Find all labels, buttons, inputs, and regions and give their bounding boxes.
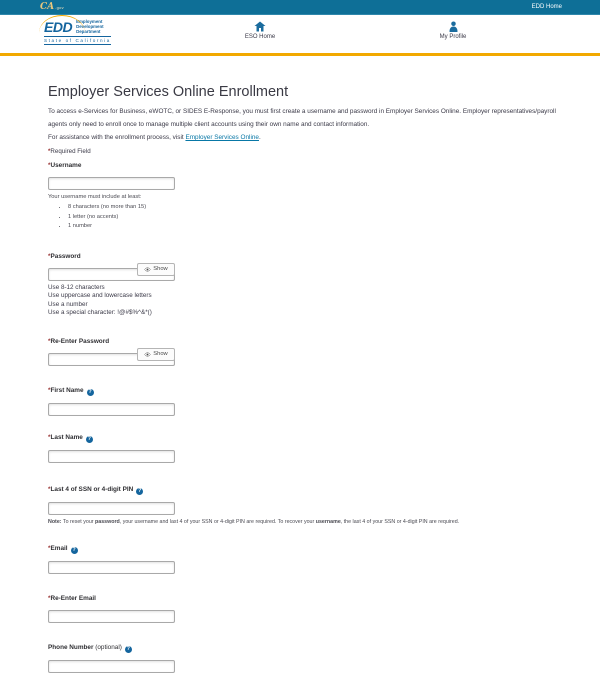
password-field-group xyxy=(48,253,175,281)
page-title: Employer Services Online Enrollment xyxy=(48,84,289,100)
person-icon xyxy=(448,21,459,32)
nav-my-profile[interactable] xyxy=(423,21,483,40)
home-icon xyxy=(254,21,266,32)
reenter-email-input[interactable] xyxy=(48,610,175,623)
first-name-help-icon[interactable]: ? xyxy=(88,388,92,395)
reenter-password-label: *Re-Enter Password xyxy=(48,337,110,345)
employer-services-online-link[interactable]: Employer Services Online xyxy=(185,134,259,141)
password-label: *Password xyxy=(48,252,81,260)
username-field-group xyxy=(48,162,175,190)
edd-dept-line: Employment xyxy=(76,19,103,24)
email-input[interactable] xyxy=(48,561,175,574)
last-name-input[interactable] xyxy=(48,450,175,463)
required-field-note: *Required Field xyxy=(48,148,91,155)
gold-divider xyxy=(0,53,600,56)
edd-logo-state-text: State of California xyxy=(44,38,111,43)
email-field-group xyxy=(48,545,175,574)
username-label: *Username xyxy=(48,162,82,169)
edd-logo-department-text xyxy=(76,19,104,34)
edd-logo[interactable] xyxy=(44,19,111,45)
intro-paragraph: To access e-Services for Business, eWOTC, or SIDES E-Response, you must first create a username and password in Employer Services Online. Employer representatives/payroll agents only need to enroll once to manage multiple client accounts using their own name and contact information. xyxy=(48,108,556,128)
username-rule: • 8 characters (no more than 15) xyxy=(68,203,560,212)
phone-help-icon[interactable]: ? xyxy=(126,645,130,652)
ssn-pin-field-group xyxy=(48,486,175,515)
ssn-pin-note: Note: To reset your password, your username and last 4 of your SSN or 4-digit PIN are required. To recover your username, the last 4 of your SSN or 4-digit PIN are required. xyxy=(48,518,460,525)
phone-label: Phone Number (optional) ? xyxy=(48,643,130,652)
ca-gov-logo[interactable] xyxy=(40,3,64,12)
last-name-label: *Last Name ? xyxy=(48,433,91,442)
email-label: *Email ? xyxy=(48,544,76,553)
password-rule: Use uppercase and lowercase letters xyxy=(48,292,152,299)
password-rule: Use 8-12 characters xyxy=(48,283,105,291)
assistance-line xyxy=(48,134,560,142)
last-name-field-group xyxy=(48,434,175,463)
first-name-field-group xyxy=(48,387,175,416)
username-input[interactable] xyxy=(48,177,175,190)
first-name-label: *First Name ? xyxy=(48,386,92,395)
reenter-email-label: *Re-Enter Email xyxy=(48,594,96,602)
reenter-email-field-group xyxy=(48,595,175,623)
phone-input[interactable] xyxy=(48,660,175,673)
edd-home-link[interactable]: EDD Home xyxy=(531,4,562,10)
edd-logo-letters: EDD xyxy=(44,18,73,35)
username-rules-intro: Your username must include at least: xyxy=(48,194,142,200)
password-rule: Use a special character: !@#$%^&*() xyxy=(48,309,152,316)
assistance-suffix: . xyxy=(258,134,261,141)
username-rule: • 1 number xyxy=(68,222,560,231)
ca-gov-logo-script: CA xyxy=(40,1,55,12)
nav-eso-home-label: ESO Home xyxy=(244,34,276,40)
password-rules xyxy=(48,284,560,318)
show-reenter-password-button[interactable]: Show xyxy=(137,348,175,361)
site-header xyxy=(0,15,600,53)
first-name-input[interactable] xyxy=(48,403,175,416)
ssn-pin-help-icon[interactable]: ? xyxy=(138,487,142,494)
reenter-password-field-group xyxy=(48,338,175,366)
nav-eso-home[interactable] xyxy=(230,21,290,40)
username-rule: • 1 letter (no accents) xyxy=(68,213,560,222)
assistance-prefix: For assistance with the enrollment process, visit xyxy=(48,134,186,141)
top-utility-bar xyxy=(0,0,600,15)
email-help-icon[interactable]: ? xyxy=(72,546,76,553)
edd-dept-line: Department xyxy=(76,29,101,34)
nav-my-profile-label: My Profile xyxy=(439,34,467,40)
main-content xyxy=(0,84,600,673)
show-password-button[interactable]: Show xyxy=(137,263,175,276)
ca-gov-logo-suffix: .gov xyxy=(55,4,64,10)
eye-icon xyxy=(144,267,151,272)
username-rules-list xyxy=(68,203,560,231)
ssn-pin-label: *Last 4 of SSN or 4-digit PIN ? xyxy=(48,485,142,494)
eye-icon xyxy=(144,352,151,357)
edd-dept-line: Development xyxy=(76,24,104,29)
password-rule: Use a number xyxy=(48,300,88,308)
last-name-help-icon[interactable]: ? xyxy=(87,435,91,442)
ssn-pin-input[interactable] xyxy=(48,502,175,515)
phone-field-group xyxy=(48,644,175,673)
